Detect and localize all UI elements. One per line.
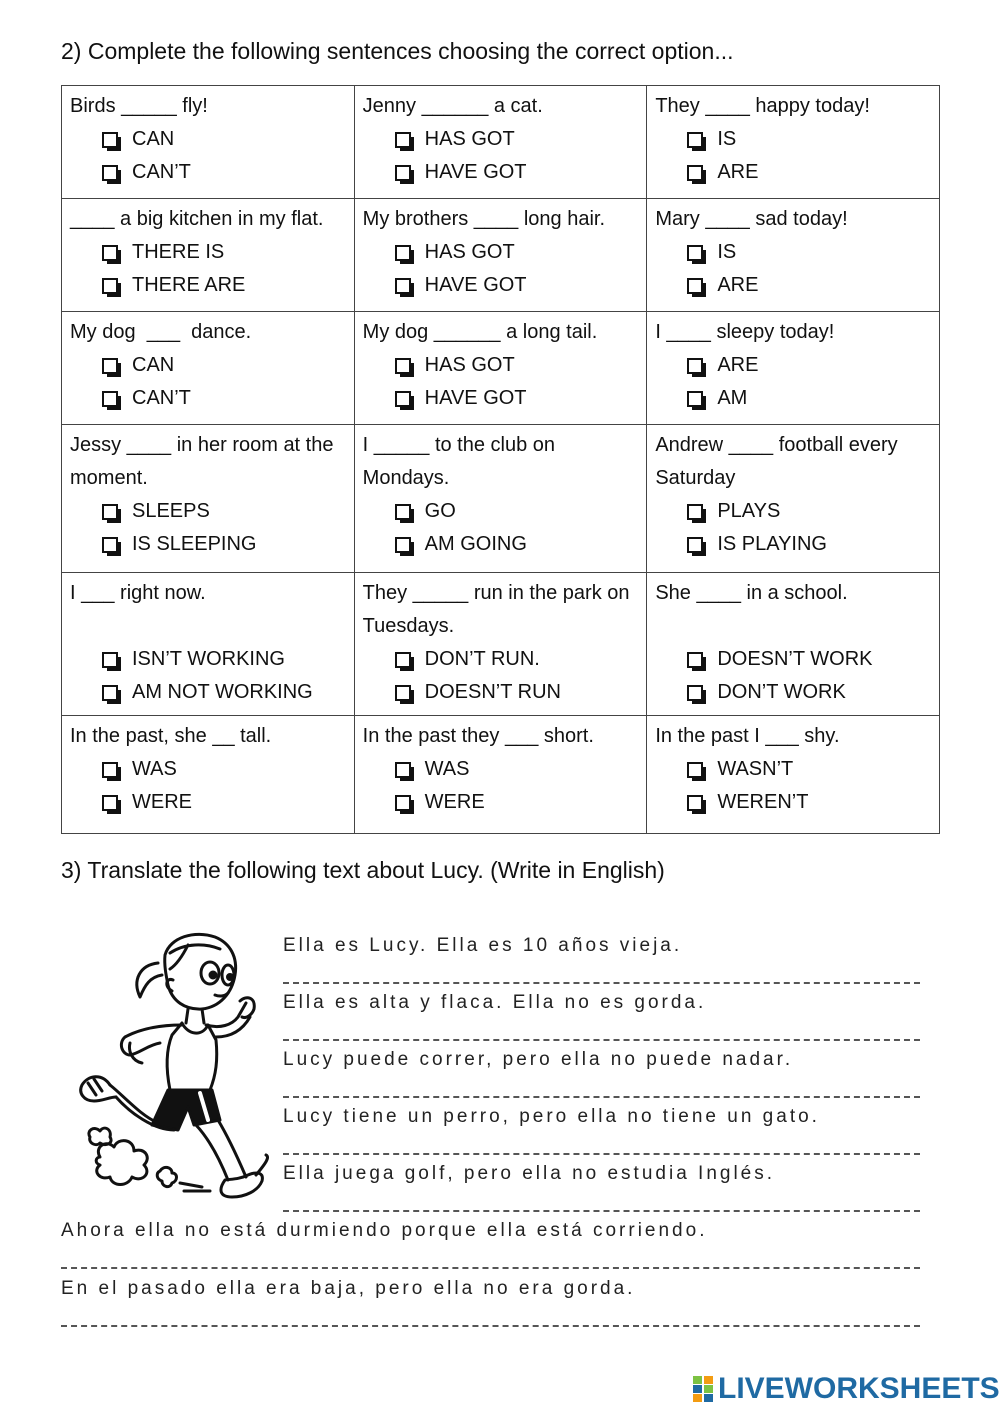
question-text: My dog ______ a long tail. — [362, 321, 598, 343]
answer-line[interactable] — [283, 1039, 920, 1041]
checkbox-icon[interactable] — [102, 358, 118, 374]
question-text: My brothers ____ long hair. — [362, 208, 606, 230]
checkbox-icon[interactable] — [102, 504, 118, 520]
exercise-cell — [354, 199, 647, 312]
checkbox-icon[interactable] — [395, 685, 411, 701]
translation-sentence: Ella juega golf, pero ella no estudia Inglés. — [283, 1163, 776, 1184]
option-label: IS — [717, 241, 737, 263]
option-label: WASN’T — [717, 758, 794, 780]
checkbox-icon[interactable] — [102, 762, 118, 778]
answer-line[interactable] — [61, 1267, 920, 1269]
exercise-grid — [61, 85, 940, 834]
option-checkbox[interactable] — [655, 349, 931, 382]
checkbox-icon[interactable] — [395, 391, 411, 407]
option-checkbox[interactable] — [655, 236, 931, 269]
question-text: Mary ____ sad today! — [655, 208, 848, 230]
option-checkbox[interactable] — [363, 236, 639, 269]
checkbox-icon[interactable] — [687, 652, 703, 668]
exercise-cell — [354, 716, 647, 834]
question-text: ____ a big kitchen in my flat. — [70, 208, 324, 230]
exercise-cell — [354, 573, 647, 716]
translation-sentence: Ella es alta y flaca. Ella no es gorda. — [283, 992, 707, 1013]
exercise-cell — [647, 86, 940, 199]
checkbox-icon[interactable] — [395, 537, 411, 553]
option-checkbox[interactable] — [363, 156, 639, 189]
option-checkbox[interactable] — [70, 753, 346, 786]
checkbox-icon[interactable] — [102, 391, 118, 407]
question-text: They ____ happy today! — [655, 95, 870, 117]
option-checkbox[interactable] — [363, 643, 639, 676]
question-text: She ____ in a school. — [655, 582, 848, 604]
checkbox-icon[interactable] — [102, 685, 118, 701]
option-label: DOESN’T WORK — [717, 648, 873, 670]
option-checkbox[interactable] — [655, 786, 931, 819]
option-label: HAS GOT — [424, 128, 515, 150]
checkbox-icon[interactable] — [395, 165, 411, 181]
answer-line[interactable] — [283, 1096, 920, 1098]
option-label: AM NOT WORKING — [132, 681, 313, 703]
option-label: DON’T WORK — [717, 681, 846, 703]
checkbox-icon[interactable] — [102, 795, 118, 811]
running-girl-illustration — [70, 925, 280, 1210]
question-text: Birds _____ fly! — [70, 95, 208, 117]
checkbox-icon[interactable] — [395, 795, 411, 811]
option-checkbox[interactable] — [70, 786, 346, 819]
option-checkbox[interactable] — [655, 382, 931, 415]
answer-line[interactable] — [283, 1210, 920, 1212]
checkbox-icon[interactable] — [395, 504, 411, 520]
exercise-cell — [62, 425, 355, 573]
question-text: I ____ sleepy today! — [655, 321, 835, 343]
question-text: I _____ to the club on Mondays. — [362, 434, 556, 489]
option-checkbox[interactable] — [70, 495, 346, 528]
answer-line[interactable] — [283, 1153, 920, 1155]
option-checkbox[interactable] — [363, 495, 639, 528]
exercise-cell — [647, 312, 940, 425]
checkbox-icon[interactable] — [395, 652, 411, 668]
checkbox-icon[interactable] — [102, 537, 118, 553]
checkbox-icon[interactable] — [687, 165, 703, 181]
checkbox-icon[interactable] — [102, 278, 118, 294]
translation-sentence: Lucy tiene un perro, pero ella no tiene un gato. — [283, 1106, 820, 1127]
exercise-cell — [62, 573, 355, 716]
exercise-cell — [647, 573, 940, 716]
question-text: In the past, she __ tall. — [70, 725, 272, 747]
translation-sentence: En el pasado ella era baja, pero ella no era gorda. — [61, 1278, 636, 1299]
answer-line[interactable] — [283, 982, 920, 984]
checkbox-icon[interactable] — [687, 685, 703, 701]
logo-text: LIVEWORKSHEETS — [718, 1372, 1000, 1405]
option-label: IS PLAYING — [717, 533, 827, 555]
question-text: They _____ run in the park on Tuesdays. — [362, 582, 630, 637]
option-checkbox[interactable] — [70, 123, 346, 156]
option-label: WAS — [132, 758, 177, 780]
liveworksheets-logo — [692, 1372, 1000, 1406]
option-checkbox[interactable] — [70, 643, 346, 676]
exercise-cell — [62, 86, 355, 199]
option-label: CAN’T — [132, 161, 191, 183]
option-checkbox[interactable] — [70, 156, 346, 189]
exercise-cell — [62, 716, 355, 834]
checkbox-icon[interactable] — [395, 132, 411, 148]
checkbox-icon[interactable] — [687, 391, 703, 407]
question-text: My dog ___ dance. — [70, 321, 252, 343]
checkbox-icon[interactable] — [687, 795, 703, 811]
option-label: HAVE GOT — [424, 161, 527, 183]
option-label: GO — [424, 500, 456, 522]
option-checkbox[interactable] — [655, 753, 931, 786]
checkbox-icon[interactable] — [687, 132, 703, 148]
checkbox-icon[interactable] — [395, 762, 411, 778]
checkbox-icon[interactable] — [102, 132, 118, 148]
option-label: IS SLEEPING — [132, 533, 257, 555]
option-checkbox[interactable] — [363, 123, 639, 156]
translation-sentence: Lucy puede correr, pero ella no puede nadar. — [283, 1049, 794, 1070]
option-checkbox[interactable] — [655, 676, 931, 709]
checkbox-icon[interactable] — [102, 652, 118, 668]
exercise-cell — [354, 425, 647, 573]
exercise-cell — [647, 199, 940, 312]
option-checkbox[interactable] — [363, 753, 639, 786]
option-checkbox[interactable] — [363, 528, 639, 561]
option-label: PLAYS — [717, 500, 781, 522]
checkbox-icon[interactable] — [687, 278, 703, 294]
exercise-cell — [62, 199, 355, 312]
option-checkbox[interactable] — [363, 786, 639, 819]
option-checkbox[interactable] — [363, 382, 639, 415]
option-label: HAS GOT — [424, 241, 515, 263]
question-text: In the past I ___ shy. — [655, 725, 840, 747]
option-label: ISN’T WORKING — [132, 648, 285, 670]
option-checkbox[interactable] — [655, 123, 931, 156]
question-text: Jessy ____ in her room at the moment. — [70, 434, 334, 489]
option-label: CAN — [132, 128, 175, 150]
exercise-cell — [354, 312, 647, 425]
option-label: WERE — [132, 791, 192, 813]
option-checkbox[interactable] — [70, 269, 346, 302]
checkbox-icon[interactable] — [395, 278, 411, 294]
option-label: WERE — [424, 791, 485, 813]
option-checkbox[interactable] — [70, 236, 346, 269]
option-label: AM — [717, 387, 748, 409]
option-checkbox[interactable] — [70, 528, 346, 561]
question-text: In the past they ___ short. — [362, 725, 594, 747]
checkbox-icon[interactable] — [687, 762, 703, 778]
question-text: Andrew ____ football every Saturday — [655, 434, 898, 489]
exercise-cell — [647, 425, 940, 573]
option-checkbox[interactable] — [363, 676, 639, 709]
translation-sentence: Ella es Lucy. Ella es 10 años vieja. — [283, 935, 683, 956]
checkbox-icon[interactable] — [102, 245, 118, 261]
option-checkbox[interactable] — [70, 382, 346, 415]
logo-blocks-icon — [692, 1374, 714, 1404]
option-label: CAN — [132, 354, 175, 376]
option-label: WAS — [424, 758, 470, 780]
checkbox-icon[interactable] — [687, 537, 703, 553]
question-text: I ___ right now. — [70, 582, 206, 604]
option-checkbox[interactable] — [655, 495, 931, 528]
option-label: THERE IS — [132, 241, 225, 263]
option-label: HAVE GOT — [424, 387, 527, 409]
option-label: AM GOING — [424, 533, 527, 555]
option-label: HAVE GOT — [424, 274, 527, 296]
option-checkbox[interactable] — [655, 269, 931, 302]
checkbox-icon[interactable] — [395, 358, 411, 374]
option-label: ARE — [717, 274, 759, 296]
option-checkbox[interactable] — [655, 643, 931, 676]
exercise-cell — [647, 716, 940, 834]
checkbox-icon[interactable] — [687, 245, 703, 261]
option-checkbox[interactable] — [655, 156, 931, 189]
option-checkbox[interactable] — [363, 349, 639, 382]
option-checkbox[interactable] — [70, 349, 346, 382]
option-label: THERE ARE — [132, 274, 246, 296]
option-checkbox[interactable] — [655, 528, 931, 561]
checkbox-icon[interactable] — [687, 358, 703, 374]
section-2-heading: 2) Complete the following sentences choosing the correct option... — [61, 38, 734, 64]
checkbox-icon[interactable] — [395, 245, 411, 261]
option-label: HAS GOT — [424, 354, 515, 376]
question-text: Jenny ______ a cat. — [362, 95, 543, 117]
option-label: DOESN’T RUN — [424, 681, 561, 703]
option-checkbox[interactable] — [363, 269, 639, 302]
translation-sentence: Ahora ella no está durmiendo porque ella está corriendo. — [61, 1220, 708, 1241]
section-3-heading: 3) Translate the following text about Lucy. (Write in English) — [61, 857, 665, 883]
checkbox-icon[interactable] — [102, 165, 118, 181]
option-label: ARE — [717, 161, 759, 183]
exercise-cell — [354, 86, 647, 199]
checkbox-icon[interactable] — [687, 504, 703, 520]
option-label: ARE — [717, 354, 759, 376]
answer-line[interactable] — [61, 1325, 920, 1327]
exercise-cell — [62, 312, 355, 425]
option-checkbox[interactable] — [70, 676, 346, 709]
option-label: DON’T RUN. — [424, 648, 540, 670]
option-label: IS — [717, 128, 737, 150]
option-label: SLEEPS — [132, 500, 210, 522]
option-label: CAN’T — [132, 387, 191, 409]
option-label: WEREN’T — [717, 791, 809, 813]
